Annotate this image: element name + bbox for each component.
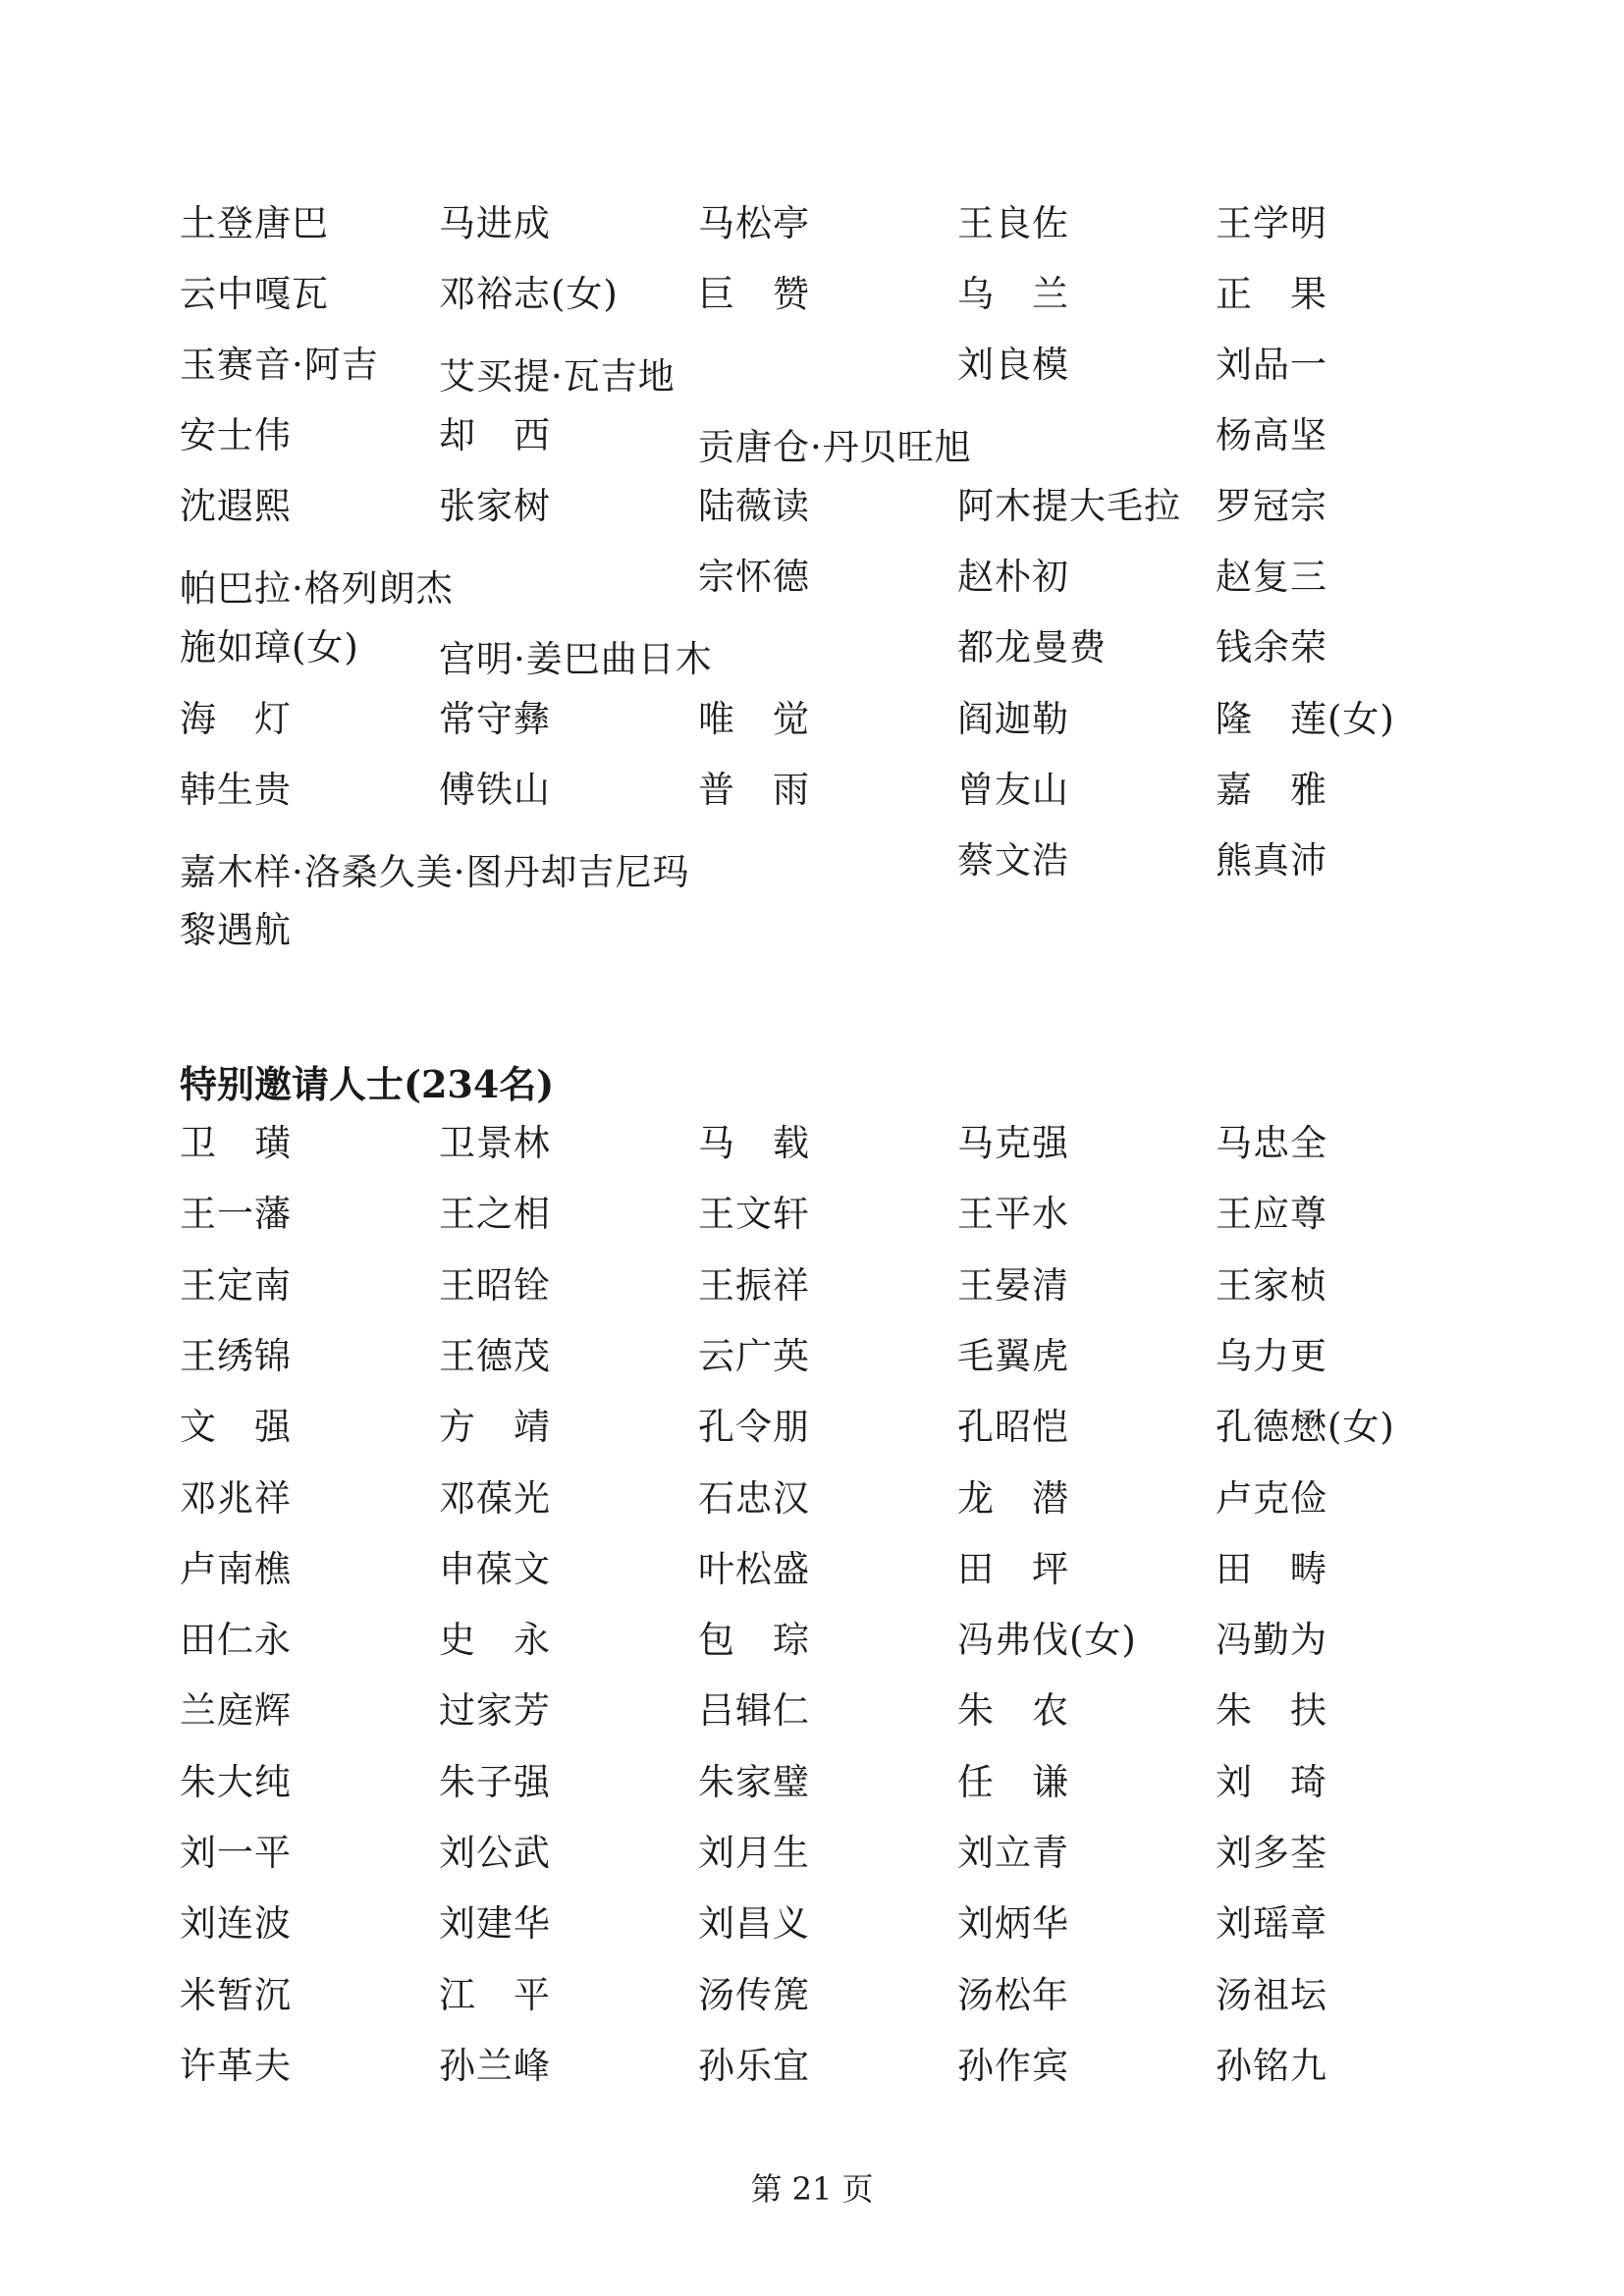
name-entry: 曾友山	[957, 769, 1069, 811]
name-entry: 冯弗伐(女)	[957, 1619, 1137, 1661]
name-entry: 赵复三	[1216, 556, 1327, 598]
name-entry: 熊真沛	[1216, 839, 1327, 881]
name-entry: 田仁永	[180, 1619, 292, 1661]
name-entry: 玉赛音·阿吉	[180, 344, 379, 386]
name-entry: 王德茂	[439, 1335, 551, 1377]
name-entry: 史 永	[439, 1619, 551, 1661]
name-entry: 邓兆祥	[180, 1477, 292, 1520]
name-entry: 刘炳华	[957, 1902, 1069, 1945]
name-entry: 唯 觉	[698, 698, 810, 740]
name-entry: 乌力更	[1216, 1335, 1327, 1377]
name-entry: 刘公武	[439, 1832, 551, 1874]
name-entry: 孔令朋	[698, 1406, 810, 1448]
name-entry: 马 载	[698, 1122, 810, 1164]
name-entry: 申葆文	[439, 1548, 551, 1590]
name-entry: 汤祖坛	[1216, 1974, 1327, 2016]
name-entry: 朱 扶	[1216, 1689, 1327, 1732]
name-entry: 孔昭恺	[957, 1406, 1069, 1448]
name-entry: 王平水	[957, 1193, 1069, 1235]
name-entry: 刘建华	[439, 1902, 551, 1945]
name-entry: 马克强	[957, 1122, 1069, 1164]
name-entry: 卢南樵	[180, 1548, 292, 1590]
name-entry: 朱家璧	[698, 1761, 810, 1803]
name-entry: 卢克俭	[1216, 1477, 1327, 1520]
name-entry: 云中嘎瓦	[180, 273, 329, 315]
name-entry: 毛翼虎	[957, 1335, 1069, 1377]
name-entry: 朱子强	[439, 1761, 551, 1803]
name-entry: 宫明·姜巴曲日木	[439, 638, 713, 680]
name-entry: 龙 潜	[957, 1477, 1069, 1520]
name-entry: 邓葆光	[439, 1477, 551, 1520]
name-entry: 刘良模	[957, 344, 1069, 386]
name-entry: 马忠全	[1216, 1122, 1327, 1164]
name-entry: 任 谦	[957, 1761, 1069, 1803]
name-entry: 叶松盛	[698, 1548, 810, 1590]
name-entry: 常守彝	[439, 698, 551, 740]
name-entry: 王振祥	[698, 1264, 810, 1307]
name-entry: 帕巴拉·格列朗杰	[180, 567, 454, 610]
name-entry: 孔德懋(女)	[1216, 1406, 1395, 1448]
name-entry: 马松亭	[698, 202, 810, 244]
name-entry: 乌 兰	[957, 273, 1069, 315]
name-entry: 王学明	[1216, 202, 1327, 244]
name-entry: 王绣锦	[180, 1335, 292, 1377]
name-entry: 刘 琦	[1216, 1761, 1327, 1803]
name-entry: 田 畴	[1216, 1548, 1327, 1590]
name-entry: 韩生贵	[180, 769, 292, 811]
name-entry: 艾买提·瓦吉地	[439, 355, 676, 398]
name-entry: 都龙曼费	[957, 626, 1107, 668]
name-entry: 吕辑仁	[698, 1689, 810, 1732]
page-number: 第 21 页	[750, 2170, 874, 2208]
name-entry: 王晏清	[957, 1264, 1069, 1307]
name-entry: 阎迦勒	[957, 698, 1069, 740]
name-entry: 王之相	[439, 1193, 551, 1235]
name-entry: 孙乐宜	[698, 2045, 810, 2087]
name-entry: 罗冠宗	[1216, 485, 1327, 527]
name-entry: 沈遐熙	[180, 485, 292, 527]
name-entry: 王应尊	[1216, 1193, 1327, 1235]
name-entry: 施如璋(女)	[180, 626, 359, 668]
name-entry: 嘉 雅	[1216, 769, 1327, 811]
name-entry: 孙作宾	[957, 2045, 1069, 2087]
name-entry: 兰庭辉	[180, 1689, 292, 1732]
name-entry: 云广英	[698, 1335, 810, 1377]
name-entry: 土登唐巴	[180, 202, 329, 244]
name-entry: 王一藩	[180, 1193, 292, 1235]
name-entry: 安士伟	[180, 414, 292, 456]
name-entry: 嘉木样·洛桑久美·图丹却吉尼玛	[180, 851, 690, 893]
name-entry: 刘品一	[1216, 344, 1327, 386]
name-entry: 张家树	[439, 485, 551, 527]
name-entry: 黎遇航	[180, 909, 292, 951]
name-entry: 杨高坚	[1216, 414, 1327, 456]
name-entry: 过家芳	[439, 1689, 551, 1732]
name-entry: 刘连波	[180, 1902, 292, 1945]
section-heading: 特别邀请人士(234名)	[180, 1062, 555, 1106]
name-entry: 钱余荣	[1216, 626, 1327, 668]
name-entry: 阿木提大毛拉	[957, 485, 1181, 527]
name-entry: 邓裕志(女)	[439, 273, 619, 315]
name-entry: 马进成	[439, 202, 551, 244]
name-entry: 汤松年	[957, 1974, 1069, 2016]
name-entry: 海 灯	[180, 698, 292, 740]
name-entry: 隆 莲(女)	[1216, 698, 1395, 740]
name-entry: 文 强	[180, 1406, 292, 1448]
name-entry: 卫景林	[439, 1122, 551, 1164]
name-entry: 田 坪	[957, 1548, 1069, 1590]
name-entry: 普 雨	[698, 769, 810, 811]
name-entry: 王良佐	[957, 202, 1069, 244]
name-entry: 许革夫	[180, 2045, 292, 2087]
name-entry: 包 琮	[698, 1619, 810, 1661]
name-entry: 石忠汉	[698, 1477, 810, 1520]
name-entry: 正 果	[1216, 273, 1327, 315]
name-entry: 卫 璜	[180, 1122, 292, 1164]
name-entry: 宗怀德	[698, 556, 810, 598]
name-entry: 方 靖	[439, 1406, 551, 1448]
name-entry: 王家桢	[1216, 1264, 1327, 1307]
name-entry: 汤传箎	[698, 1974, 810, 2016]
name-entry: 陆薇读	[698, 485, 810, 527]
name-entry: 王昭铨	[439, 1264, 551, 1307]
name-entry: 巨 赞	[698, 273, 810, 315]
name-entry: 米暂沉	[180, 1974, 292, 2016]
name-entry: 蔡文浩	[957, 839, 1069, 881]
name-entry: 贡唐仓·丹贝旺旭	[698, 426, 972, 468]
name-entry: 刘多荃	[1216, 1832, 1327, 1874]
name-entry: 刘月生	[698, 1832, 810, 1874]
name-entry: 王文轩	[698, 1193, 810, 1235]
name-entry: 朱大纯	[180, 1761, 292, 1803]
name-entry: 冯勤为	[1216, 1619, 1327, 1661]
name-entry: 刘一平	[180, 1832, 292, 1874]
name-entry: 赵朴初	[957, 556, 1069, 598]
name-entry: 江 平	[439, 1974, 551, 2016]
name-entry: 孙兰峰	[439, 2045, 551, 2087]
name-entry: 却 西	[439, 414, 551, 456]
name-entry: 王定南	[180, 1264, 292, 1307]
name-entry: 朱 农	[957, 1689, 1069, 1732]
name-entry: 刘瑶章	[1216, 1902, 1327, 1945]
name-entry: 傅铁山	[439, 769, 551, 811]
name-entry: 刘昌义	[698, 1902, 810, 1945]
name-entry: 孙铭九	[1216, 2045, 1327, 2087]
name-entry: 刘立青	[957, 1832, 1069, 1874]
